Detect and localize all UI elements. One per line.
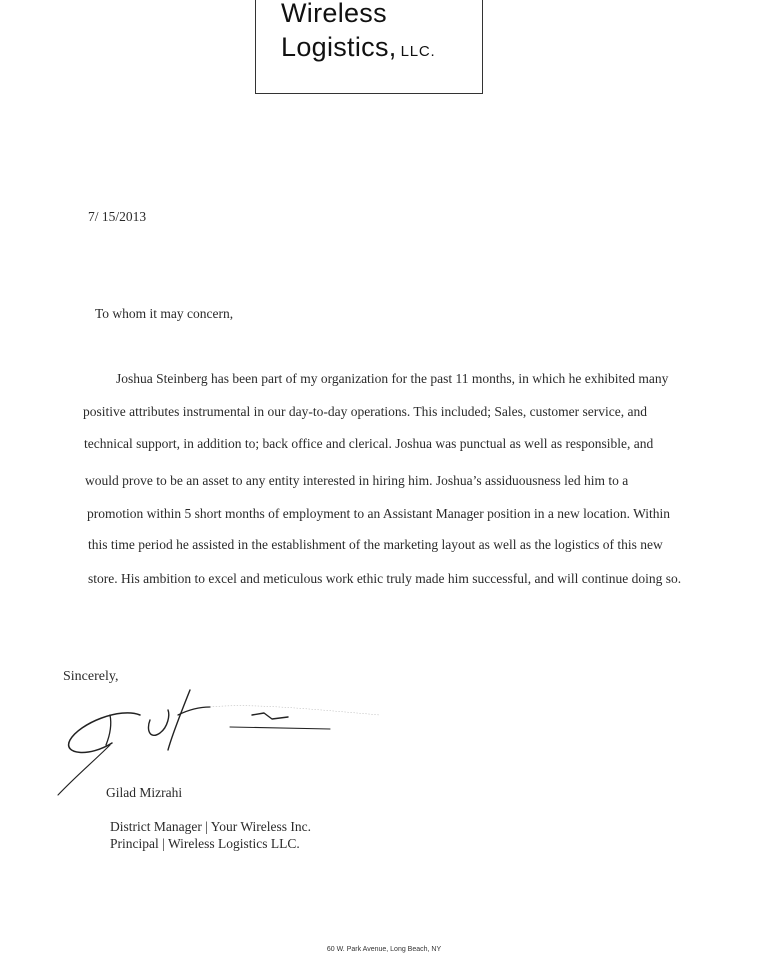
signer-title-2: Principal | Wireless Logistics LLC. [110,836,300,851]
body-line-5: promotion within 5 short months of employment to an Assistant Manager position in a new location. Within [87,506,671,521]
signer-name: Gilad Mizrahi [106,785,183,800]
letterhead-logo [255,0,483,94]
letter-date: 7/ 15/2013 [88,209,147,224]
body-line-4: would prove to be an asset to any entity interested in hiring him. Joshua’s assiduousness led him to a [85,473,629,488]
body-line-6: this time period he assisted in the establishment of the marketing layout as well as the logistics of this new [88,537,663,552]
body-line-1: Joshua Steinberg has been part of my organization for the past 11 months, in which he exhibited many [116,371,669,386]
logo-llc-suffix: LLC. [400,43,436,60]
logo-line-2-text: Logistics, [281,32,397,62]
logo-line-1: Wireless [281,0,387,28]
footer-address: 60 W. Park Avenue, Long Beach, NY [326,946,442,953]
logo-line-2 [281,34,435,61]
signature-image [50,685,450,800]
salutation: To whom it may concern, [95,306,234,321]
closing: Sincerely, [63,669,119,684]
signer-title-1: District Manager | Your Wireless Inc. [110,819,311,834]
body-line-3: technical support, in addition to; back office and clerical. Joshua was punctual as well as responsible, and [84,436,654,451]
body-line-2: positive attributes instrumental in our day-to-day operations. This included; Sales, customer service, and [83,404,647,419]
body-line-7: store. His ambition to excel and meticulous work ethic truly made him successful, and will continue doing so. [88,571,682,586]
